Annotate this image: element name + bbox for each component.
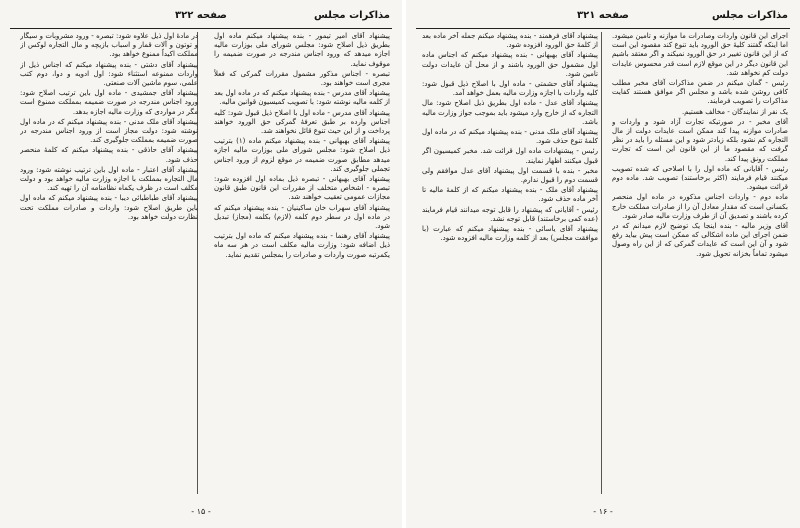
paragraph: پیشنهاد آقای جمشیدی - ماده اول باین ترتیب اصلاح شود: ورود اجناس مندرجه در صورت ضمیمه بمملکت ممنوع است مگر در مواردی که وزارت مالیه اجازه بدهد. [20, 89, 198, 116]
page-header [418, 10, 788, 26]
paragraph: ماده دوم - واردات اجناس مذکوره در ماده اول منحصر بکسانی است که مقدار معادل آن را از صادرات مملکت خارج کرده باشند و تصدیق آن از طرف وزارت مالیه صادر شود. [612, 193, 788, 220]
paragraph: یک نفر از نمایندگان - مخالف هستیم. [681, 107, 788, 116]
paragraph: آقای مخبر - در صورتیکه تجارت آزاد شود و واردات و صادرات موازنه پیدا کند ممکن است عایدات دولت از مال التجاره کم نشود بلکه زیادتر شود و این مسئله را باید در نظر گرفت که مقصود ما از این قانون این است که تجارت مملکت رونق پیدا کند. [612, 117, 788, 163]
paragraph: پیشنهاد آقای حاذقی - بنده پیشنهاد میکنم که کلمهٔ منحصر حذف شود. [20, 146, 198, 164]
page-header [12, 10, 390, 26]
paragraph: پیشنهاد آقای امیر تیمور - بنده پیشنهاد میکنم ماده اول بطریق ذیل اصلاح شود: مجلس شورای ملی بوزارت مالیه اجازه میدهد که ورود اجناس مندرجه در صورت ضمیمه را موقوف نماید. [214, 32, 390, 68]
paragraph: رئیس - گمان میکنم در ضمن مذاکرات آقای مخبر مطلب کافی روشن شده باشد و مجلس اگر موافق هستند کفایت مذاکرات را تصویب فرمایند. [612, 79, 788, 106]
paragraph: رئیس - پیشنهادات ماده اول قرائت شد. مخبر کمیسیون اگر قبول میکنند اظهار نمایند. [422, 147, 598, 165]
paragraph: پیشنهاد آقای بهبهانی - تبصره ذیل بماده اول افزوده شود: تبصره - اشخاص متخلف از مقررات این قانون طبق قانون مجازات عمومی تعقیب خواهند شد. [214, 175, 390, 202]
page-footer-number: - ۱۵ - [191, 507, 211, 516]
text-column-second [20, 32, 198, 496]
paragraph: پیشنهاد آقای بهبهانی - بنده پیشنهاد میکنم که اجناس ماده اول مشمول حق الورود باشند و از محل آن عایدات دولت تامین شود. [422, 51, 598, 78]
paragraph: پیشنهاد آقای طباطبائی دیبا - بنده پیشنهاد میکنم که ماده اول باین طریق اصلاح شود: واردات و صادرات مملکت تحت نظارت دولت خواهد بود. [20, 194, 198, 221]
paragraph: آقای وزیر مالیه - بنده اینجا یک توضیح لازم میدانم که در ضمن اجرای این ماده اشکالی که ممکن است پیش بیاید رفع شود و آن این است که عایدات گمرکی که از این راه وصول میشود تماماً بخزانه تحویل شود. [612, 222, 788, 258]
page-number-label: صفحه ۳۲۲ [175, 10, 227, 21]
paragraph: پیشنهاد آقای سهراب خان ساکینیان - بنده پیشنهاد میکنم که در ماده اول در سطر دوم کلمه (لازم) بکلمه (مجاز) تبدیل شود. [214, 203, 390, 231]
paragraph: رئیس - آقایانی که پیشنهاد را قابل توجه میدانند قیام فرمایند (عده کمی برخاستند) قابل توجه نشد. [422, 205, 598, 223]
header-title: مذاکرات مجلس [711, 10, 788, 21]
page-gutter [402, 0, 406, 528]
paragraph: پیشنهاد آقای مدرس - ماده اول با اصلاح ذیل قبول شود: کلیه اجناس وارده بر طبق تعرفهٔ گمرکی حق الورود خواهند پرداخت و از این حیث تنوع قائل نخواهند شد. [214, 108, 390, 136]
paragraph: پیشنهاد آقای یاسائی - بنده پیشنهاد میکنم که عبارت (با موافقت مجلس) بعد از کلمه وزارت مالیه افزوده شود. [422, 225, 598, 243]
text-column-first [612, 32, 788, 496]
paragraph: اجرای این قانون واردات وصادرات ما موازنه و تامین میشود. اما اینکه گفتند کلیهٔ حق الورود باید تنوع کند مقصود این است که از این قانون تغییر در حق الورود نمیکند و اگر معتقد باشیم این قانون دیگر در این موقع لازم است قدر محسوس عایدات دولت کم نخواهد شد. [612, 32, 788, 77]
text-column-first [214, 32, 390, 496]
page-right [406, 0, 800, 528]
text-column-second [422, 32, 598, 496]
header-title: مذاکرات مجلس [313, 10, 390, 21]
paragraph: پیشنهاد آقای فرهمند - بنده پیشنهاد میکنم جمله آخر ماده بعد از کلمهٔ حق الورود افزوده شود. [422, 32, 598, 50]
paragraph: در مادهٔ اول ذیل علاوه شود: تبصره - ورود مشروبات و سیگار و توتون و آلات قمار و اسباب بازیچه و مال التجاره لوکس از مملکت اکیداً ممنوع خواهد بود. [20, 32, 198, 59]
paragraph: پیشنهاد آقای مدرس - بنده پیشنهاد میکنم که در ماده اول بعد از کلمه مالیه نوشته شود: با تصویب کمیسیون قوانین مالیه. [214, 89, 390, 107]
header-rule [10, 28, 392, 29]
paragraph: پیشنهاد آقای ملک مدنی - بنده پیشنهاد میکنم که در ماده اول کلمهٔ تنوع حذف شود. [422, 128, 598, 146]
paragraph: پیشنهاد آقای حشمتی - ماده اول با اصلاح ذیل قبول شود: کلیه واردات با اجازه وزارت مالیه بعمل خواهد آمد. [422, 80, 598, 98]
paragraph: مخبر - بنده با قسمت اول پیشنهاد آقای عدل موافقم ولی قسمت دوم را قبول ندارم. [422, 166, 598, 185]
paragraph: رئیس - آقایانی که ماده اول را با اصلاحی که شده تصویب میکنند قیام فرمایند (اکثر برخاستند) تصویب شد. ماده دوم قرائت میشود. [612, 164, 788, 192]
header-rule [416, 28, 790, 29]
paragraph: پیشنهاد آقای ملک مدنی - بنده پیشنهاد میکنم که در ماده اول نوشته شود: دولت مجاز است از ورود اجناس مندرجه در صورت ضمیمه بمملکت جلوگیری کند. [20, 117, 198, 145]
paragraph: پیشنهاد آقای دشتی - بنده پیشنهاد میکنم که اجناس ذیل از واردات ممنوعه استثناء شود: اول ادویه و دوا، دوم کتب علمی، سوم ماشین آلات صنعتی. [20, 60, 198, 88]
paragraph: پیشنهاد آقای عدل - ماده اول بطریق ذیل اصلاح شود: مال التجاره که از خارج وارد میشود باید بموجب جواز وزارت مالیه باشد. [422, 99, 598, 126]
paragraph: تبصره - اجناس مذکور مشمول مقررات گمرکی که فعلاً مجری است خواهند بود. [214, 69, 390, 88]
column-divider [601, 32, 602, 494]
page-number-label: صفحه ۳۲۱ [577, 10, 629, 21]
paragraph: پیشنهاد آقای ملک - بنده پیشنهاد میکنم که از کلمهٔ مالیه تا آخر ماده حذف شود. [422, 186, 598, 204]
paragraph: پیشنهاد آقای اعتبار - ماده اول باین ترتیب نوشته شود: ورود مال التجاره بمملکت با اجازه وزارت مالیه خواهد بود و دولت مکلف است در ظرف یکماه نظامنامه آن را تهیه کند. [20, 165, 198, 193]
paragraph: پیشنهاد آقای بهبهانی - بنده پیشنهاد میکنم ماده (۱) بترتیب ذیل اصلاح شود: مجلس شورای ملی بوزارت مالیه اجازه میدهد مطابق صورت ضمیمه در موقع لزوم از ورود اجناس تجملی جلوگیری کند. [214, 137, 390, 173]
paragraph: پیشنهاد آقای رهنما - بنده پیشنهاد میکنم که ماده اول بترتیب ذیل اضافه شود: وزارت مالیه مکلف است در هر سه ماه یکمرتبه صورت واردات و صادرات را بمجلس تقدیم نماید. [214, 232, 390, 259]
page-footer-number: - ۱۶ - [593, 507, 613, 516]
